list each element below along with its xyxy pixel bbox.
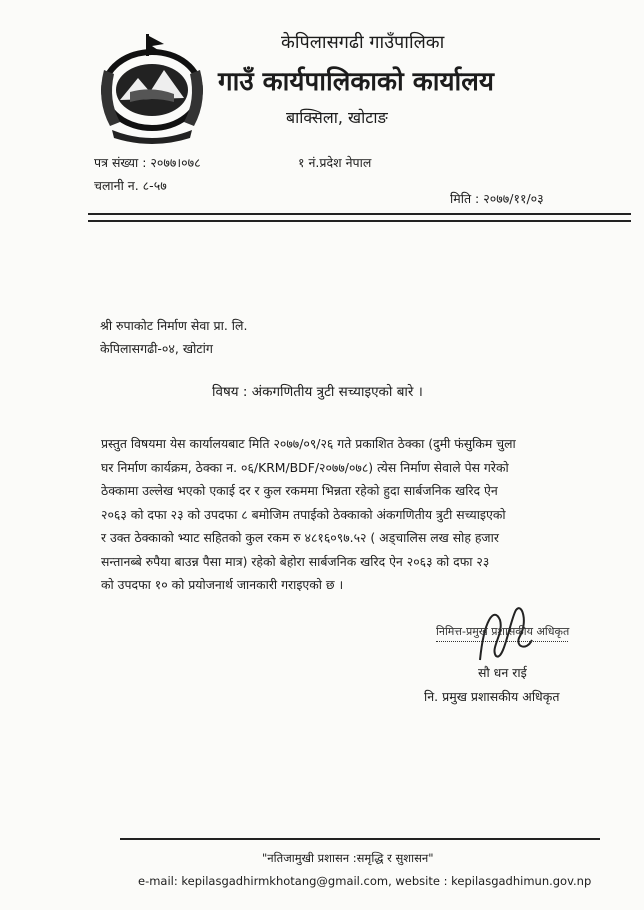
- subject-line: विषय : अंकगणितीय त्रुटी सच्याइएको बारे ।: [212, 384, 423, 400]
- body-line: प्रस्तुत विषयमा येस कार्यालयबाट मिति २०७७/०९/२६ गते प्रकाशित ठेक्का (दुमी फंसुकिम चुला: [101, 436, 516, 451]
- recipient-name: श्री रुपाकोट निर्माण सेवा प्रा. लि.: [100, 318, 248, 333]
- province-label: १ नं.प्रदेश नेपाल: [298, 155, 372, 170]
- nepal-emblem-icon: [90, 30, 214, 144]
- letter-date: मिति : २०७७/११/०३: [450, 191, 544, 206]
- signatory-name: सौ धन राई: [478, 665, 527, 680]
- footer-divider: [120, 838, 600, 840]
- signatory-title: नि. प्रमुख प्रशासकीय अधिकृत: [424, 689, 560, 704]
- office-name: गाउँ कार्यपालिकाको कार्यालय: [218, 67, 494, 97]
- body-line: र उक्त ठेक्काको भ्याट सहितको कुल रकम रु ४८१६०९७.५२ ( अड्चालिस लख सोह हजार: [101, 530, 499, 545]
- header-divider-bottom: [88, 220, 631, 222]
- contact-info: e-mail: kepilasgadhirmkhotang@gmail.com, website : kepilasgadhimun.gov.np: [138, 874, 592, 888]
- letter-number: पत्र संख्या : २०७७।०७८: [94, 155, 201, 170]
- header-divider-top: [88, 213, 631, 215]
- municipality-name: केपिलासगढी गाउँपालिका: [281, 32, 445, 53]
- body-line: २०६३ को दफा २३ को उपदफा ८ बमोजिम तपाईको ठेक्काको अंकगणितीय त्रुटी सच्याइएको: [101, 506, 506, 522]
- stamp-text: निमित्त-प्रमुख प्रशासकीय अधिकृत: [436, 624, 568, 642]
- letter-body: [101, 432, 598, 597]
- slogan: "नतिजामुखी प्रशासन :समृद्धि र सुशासन": [262, 851, 434, 865]
- recipient-address: केपिलासगढी-०४, खोटांग: [100, 341, 213, 356]
- body-line: घर निर्माण कार्यक्रम, ठेक्का न. ०६/KRM/BDF/२०७७/०७८) त्येस निर्माण सेवाले पेस गरेको: [101, 459, 509, 475]
- body-line: ठेक्कामा उल्लेख भएको एकाई दर र कुल रकममा भिन्नता रहेको हुदा सार्बजनिक खरिद ऐन: [101, 483, 498, 498]
- dispatch-number: चलानी न. ८-५७: [94, 178, 167, 193]
- office-address: बाक्सिला, खोटाङ: [286, 108, 388, 127]
- body-line: सन्तानब्बे रुपैया बाउन्न पैसा मात्र) रहेको बेहोरा सार्बजनिक खरिद ऐन २०६३ को दफा २३: [101, 553, 490, 569]
- body-line: को उपदफा १० को प्रयोजनार्थ जानकारी गराइएको छ ।: [101, 577, 344, 592]
